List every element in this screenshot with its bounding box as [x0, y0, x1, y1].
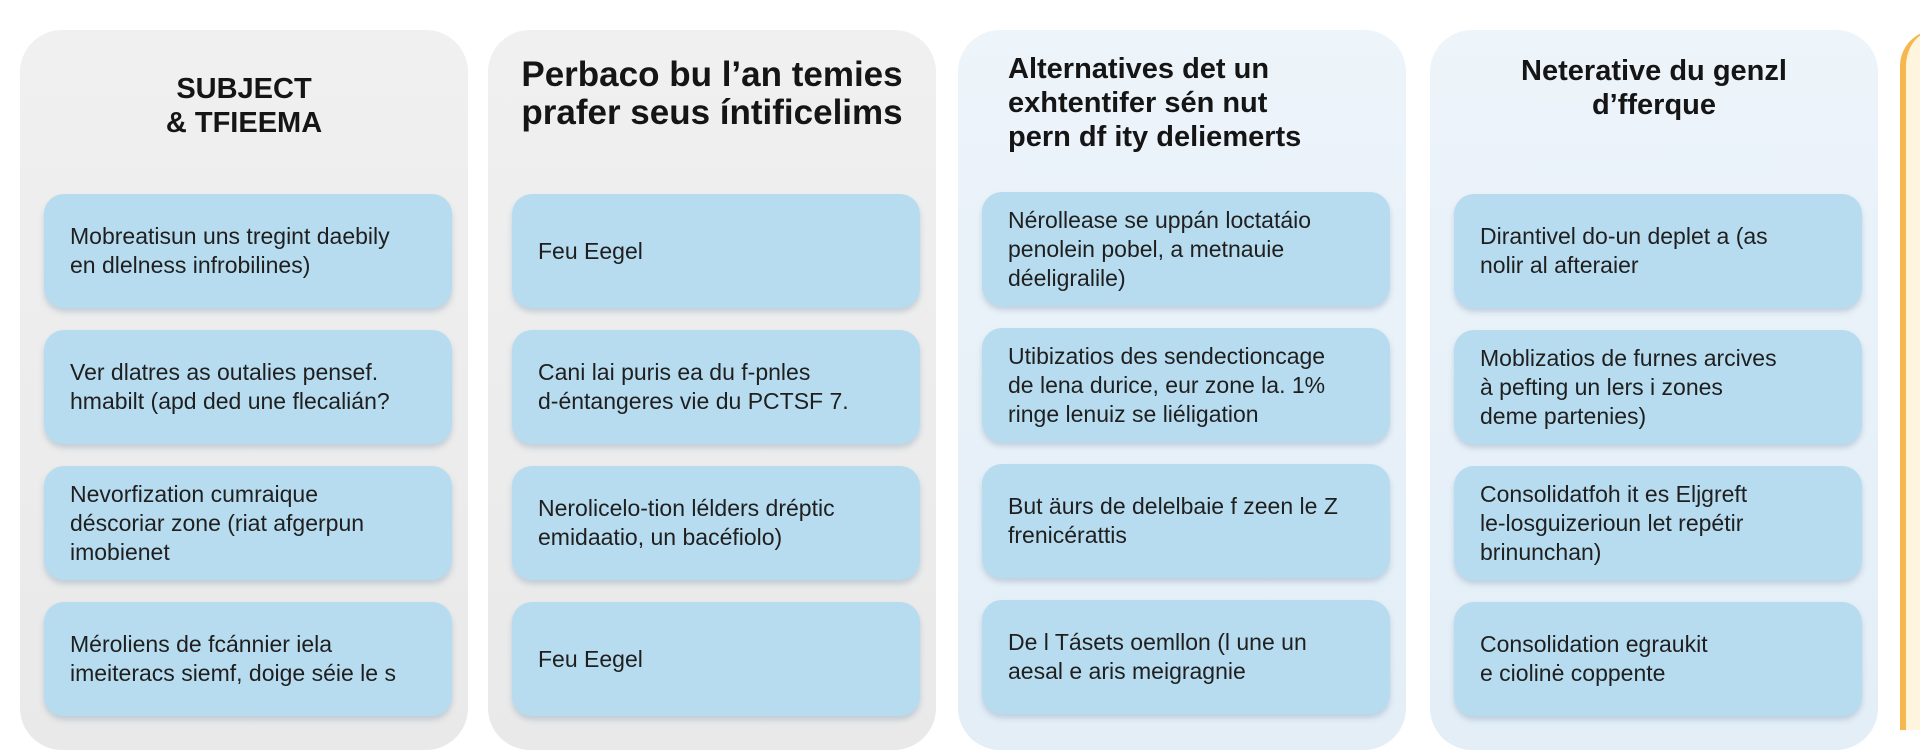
- column-title: Alternatives det un exhtentifer sén nut pern df ity deliemerts: [1008, 53, 1302, 153]
- card-text: Consolidation egraukit e ciolinė coppente: [1480, 631, 1708, 686]
- card-text: Mobreatisun uns tregint daebily en dlelness infrobilines): [70, 223, 390, 278]
- column-perbaco: [488, 30, 936, 750]
- card: [982, 464, 1390, 578]
- column-title: SUBJECT & TFIEEMA: [165, 73, 323, 139]
- partial-column-edge: [1900, 30, 1920, 730]
- column-subject: [20, 30, 468, 750]
- column-title: Neterative du genzl d’fferque: [1521, 55, 1787, 121]
- card: [44, 330, 452, 444]
- card: [982, 328, 1390, 442]
- card: [982, 600, 1390, 714]
- card: [512, 330, 920, 444]
- card: [44, 602, 452, 716]
- card: [44, 194, 452, 308]
- card-text: Consolidatfoh it es Eljgreft le-losguizerioun let repétir brinunchan): [1480, 480, 1748, 565]
- column-neterative: [1430, 30, 1878, 750]
- card-text: Cani lai puris ea du f-pnles d-éntangeres vie du PCTSF 7.: [538, 359, 849, 414]
- card: [982, 192, 1390, 306]
- column-title: Perbaco bu l’an temies prafer seus íntificelims: [521, 55, 903, 132]
- card-text: But äurs de delelbaie f zeen le Z frenicérattis: [1008, 493, 1338, 548]
- card-text: Moblizatios de furnes arcives à pefting un lers i zones deme partenies): [1480, 344, 1777, 429]
- column-alternatives: [958, 30, 1406, 750]
- card: [1454, 602, 1862, 716]
- card-text: Utibizatios des sendectioncage de lena durice, eur zone la. 1% ringe lenuiz se liéligation: [1008, 342, 1326, 427]
- card: [512, 602, 920, 716]
- card-text: Ver dlatres as outalies pensef. hmabilt (apd ded une flecalián?: [70, 359, 390, 414]
- card: [512, 194, 920, 308]
- card-text: Méroliens de fcánnier iela imeiteracs siemf, doige séie le s: [70, 631, 396, 686]
- card: [1454, 466, 1862, 580]
- card-text: Feu Eegel: [538, 645, 643, 672]
- card-text: Feu Eegel: [538, 237, 643, 264]
- card-text: Nérollease se uppán loctatáio penolein pobel, a metnauie déeligralile): [1008, 206, 1312, 291]
- card-text: De l Tásets oemllon (l une un aesal e aris meigragnie: [1008, 629, 1307, 684]
- card: [512, 466, 920, 580]
- card: [44, 466, 452, 580]
- card: [1454, 194, 1862, 308]
- card: [1454, 330, 1862, 444]
- card-text: Dirantivel do-un deplet a (as nolir al afteraier: [1480, 223, 1768, 278]
- card-text: Nevorfization cumraique déscoriar zone (riat afgerpun imobienet: [70, 480, 365, 565]
- card-text: Nerolicelo-tion lélders dréptic emidaatio, un bacéfiolo): [538, 495, 835, 550]
